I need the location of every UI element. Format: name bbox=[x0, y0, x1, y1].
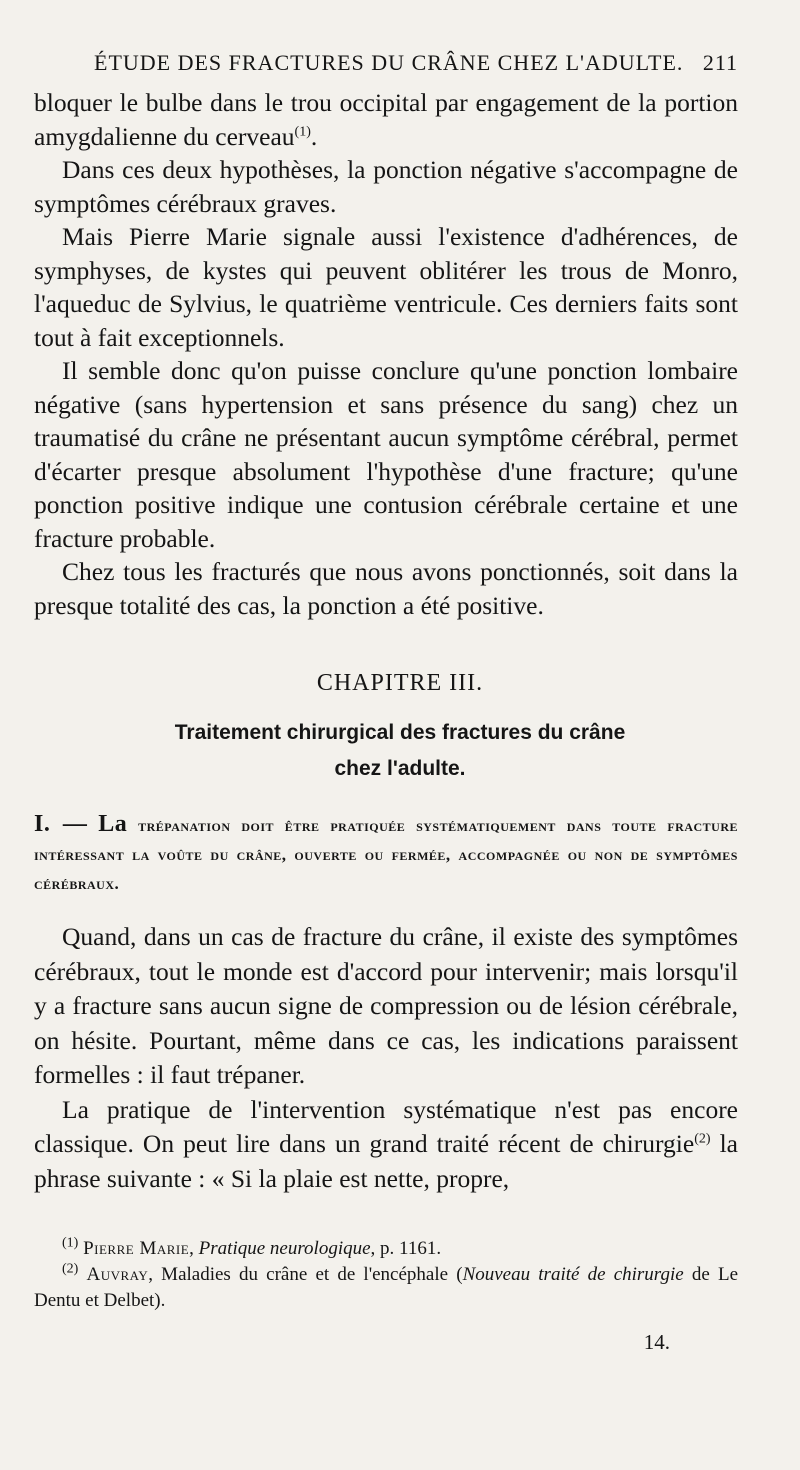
paragraph: Chez tous les fracturés que nous avons ponctionnés, soit dans la presque totalité des cas, la ponction a été positive. bbox=[34, 557, 738, 620]
chapter-title: CHAPITRE III. bbox=[316, 670, 484, 696]
section-text: trépanation doit être pratiquée systématiquement dans toute fracture intéressant la voûte du crâne, ouverte ou fermée, accompagnée ou non de symptômes cérébraux. bbox=[34, 816, 739, 893]
chapter-subtitle: Traitement chirurgical des fractures du crâne chez l'adulte. bbox=[174, 721, 626, 780]
footnote-1: $^{(1)}$ Pierre Marie, Pratique neurologique, p. 1161. bbox=[62, 1235, 442, 1259]
footnote-ref[interactable]: (2) bbox=[694, 1131, 711, 1147]
running-title: ÉTUDE DES FRACTURES DU CRÂNE CHEZ L'ADULTE. bbox=[94, 50, 684, 75]
paragraph: Dans ces deux hypothèses, la ponction négative s'accompagne de symptômes cérébraux graves. bbox=[34, 155, 738, 218]
paragraph: bloquer le bulbe dans le trou occipital par engagement de la portion amygdalienne du cerveau$^{(1)}$. bbox=[34, 88, 738, 151]
footnote-ref[interactable]: (1) bbox=[294, 124, 311, 139]
footnote-2: $^{(2)}$ Auvray, Maladies du crâne et de l'encéphale (Nouveau traité de chirurgie de Le Dentu et Delbet). bbox=[34, 1261, 739, 1311]
main-text bbox=[34, 86, 738, 622]
main-text-continued bbox=[34, 920, 738, 1196]
paragraph: Quand, dans un cas de fracture du crâne, il existe des symptômes cérébraux, tout le monde est d'accord pour intervenir; mais lorsqu'il y a fracture sans aucun signe de compression ou de lésion cérébrale, on hésite. Pourtant, même dans ce cas, les indications paraissent formelles : il faut trépaner. bbox=[34, 922, 738, 1089]
running-header bbox=[34, 50, 738, 84]
paragraph: Mais Pierre Marie signale aussi l'existence d'adhérences, de symphyses, de kystes qui peuvent oblitérer les trous de Monro, l'aqueduc de Sylvius, le quatrième ventricule. Ces derniers faits sont tout à fait exceptionnels. bbox=[34, 222, 738, 352]
page-number: 211 bbox=[702, 50, 738, 75]
section-heading bbox=[34, 810, 738, 898]
footnotes bbox=[34, 1236, 738, 1314]
section-number: I. — bbox=[34, 811, 88, 837]
section-first-word: La bbox=[98, 811, 128, 837]
signature-mark: 14. bbox=[643, 1330, 670, 1354]
paragraph: La pratique de l'intervention systématique n'est pas encore classique. On peut lire dans un grand traité récent de chirurgie$^{(2)}$ la phrase suivante : « Si la plaie est nette, propre, bbox=[34, 1094, 738, 1193]
paragraph: Il semble donc qu'on puisse conclure qu'une ponction lombaire négative (sans hypertension et sans présence du sang) chez un traumatisé du crâne ne présentant aucun symptôme cérébral, permet d'écarter presque absolument l'hypothèse d'une fracture; qu'une ponction positive indique une contusion cérébrale certaine et une fracture probable. bbox=[34, 356, 738, 553]
